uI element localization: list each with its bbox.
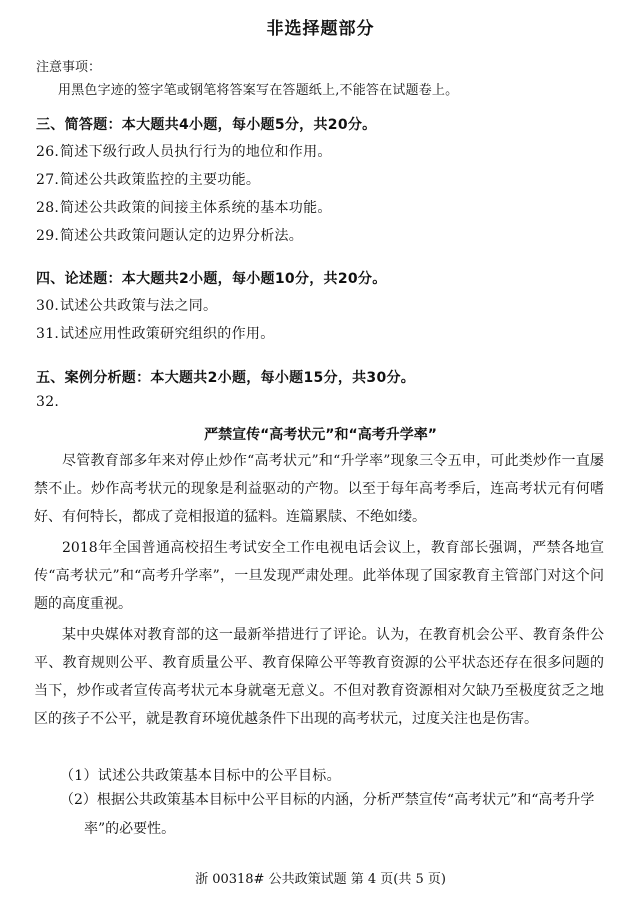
question-number: 26. <box>36 144 60 160</box>
sub-question-2: （2）根据公共政策基本目标中公平目标的内涵，分析严禁宣传“高考状元”和“高考升学率”的必要性。 <box>60 792 595 837</box>
notice-label: 注意事项： <box>36 60 102 75</box>
page-footer: 浙 00318# 公共政策试题 第 4 页(共 5 页) <box>195 872 446 887</box>
case-paragraph-2: 2018年全国普通高校招生考试安全工作电视电话会议上，教育部长强调，严禁各地宣传“高考状元”和“高考升学率”，一旦发现严肃处理。此举体现了国家教育主管部门对这个问题的高度重视。 <box>34 540 604 612</box>
question-29 <box>36 225 303 245</box>
question-number: 29. <box>36 228 60 244</box>
section-heading-short-answer: 三、简答题：本大题共4小题，每小题5分，共20分。 <box>36 117 377 133</box>
question-27 <box>36 169 260 189</box>
question-text: 简述下级行政人员执行行为的地位和作用。 <box>60 144 332 160</box>
case-title: 严禁宣传“高考状元”和“高考升学率” <box>204 427 437 443</box>
question-text: 试述公共政策与法之同。 <box>60 298 218 314</box>
question-text: 简述公共政策问题认定的边界分析法。 <box>60 228 304 244</box>
question-number: 31. <box>36 326 60 342</box>
question-number: 32. <box>36 394 60 410</box>
page-title: 非选择题部分 <box>266 19 375 39</box>
question-32 <box>36 394 60 410</box>
question-number: 30. <box>36 298 60 314</box>
case-paragraph-1: 尽管教育部多年来对停止炒作“高考状元”和“升学率”现象三令五申，可此类炒作一直屡禁不止。炒作高考状元的现象是利益驱动的产物。以至于每年高考季后，连高考状元有何嗜好、有何特长，都成了竞相报道的猛料。连篇累牍、不绝如缕。 <box>34 453 604 525</box>
section-heading-essay: 四、论述题：本大题共2小题，每小题10分，共20分。 <box>36 271 387 287</box>
question-text: 简述公共政策监控的主要功能。 <box>60 172 261 188</box>
case-paragraph-3: 某中央媒体对教育部的这一最新举措进行了评论。认为，在教育机会公平、教育条件公平、教育规则公平、教育质量公平、教育保障公平等教育资源的公平状态还存在很多问题的当下，炒作或者宣传高考状元本身就毫无意义。不但对教育资源相对欠缺乃至极度贫乏之地区的孩子不公平，就是教育环境优越条件下出现的高考状元，过度关注也是伤害。 <box>34 627 604 727</box>
section-heading-case-analysis: 五、案例分析题：本大题共2小题，每小题15分，共30分。 <box>36 370 416 386</box>
question-31 <box>36 323 275 343</box>
question-number: 28. <box>36 200 60 216</box>
question-text: 试述应用性政策研究组织的作用。 <box>60 326 275 342</box>
question-text: 简述公共政策的间接主体系统的基本功能。 <box>60 200 332 216</box>
question-30 <box>36 295 217 315</box>
notice-text: 用黑色字迹的签字笔或钢笔将答案写在答题纸上,不能答在试题卷上。 <box>58 83 459 98</box>
question-26 <box>36 141 332 161</box>
sub-question-1: （1）试述公共政策基本目标中的公平目标。 <box>60 768 341 784</box>
question-28 <box>36 197 332 217</box>
question-number: 27. <box>36 172 60 188</box>
